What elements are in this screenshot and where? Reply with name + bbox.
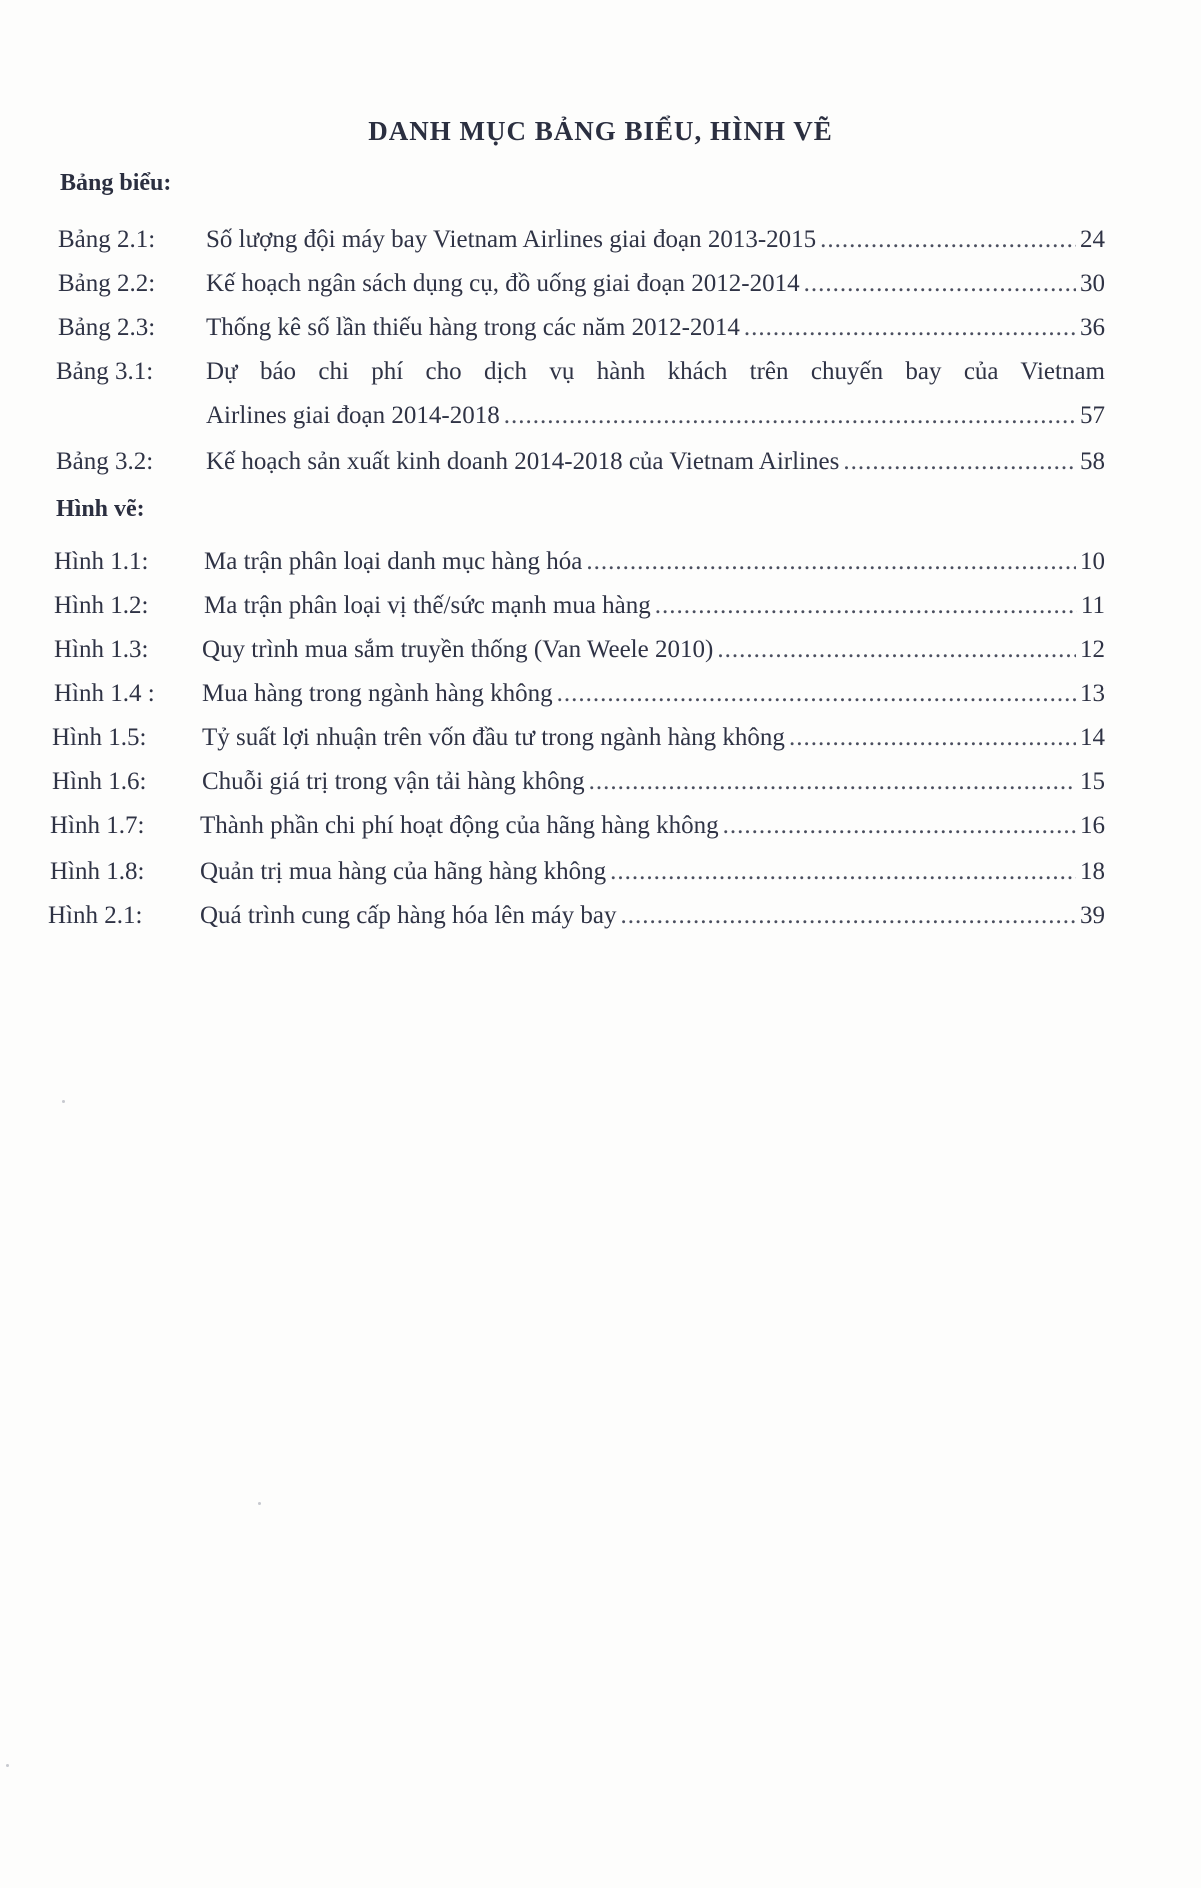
figure-entry[interactable] bbox=[0, 858, 1201, 898]
figure-entry[interactable] bbox=[0, 812, 1201, 852]
table-entry[interactable] bbox=[0, 226, 1201, 266]
table-entry[interactable] bbox=[0, 270, 1201, 310]
figure-entry[interactable] bbox=[0, 902, 1201, 942]
scan-speck bbox=[6, 1764, 9, 1767]
leader-dots bbox=[820, 226, 1076, 254]
entry-label: Hình 1.4 : bbox=[54, 680, 155, 707]
entry-page: 24 bbox=[1080, 226, 1105, 253]
leader-dots bbox=[843, 448, 1076, 476]
leader-dots bbox=[610, 858, 1076, 886]
entry-title: Mua hàng trong ngành hàng không bbox=[202, 680, 553, 707]
entry-label: Hình 1.3: bbox=[54, 636, 149, 663]
entry-label: Bảng 3.2: bbox=[56, 448, 154, 475]
entry-title: Số lượng đội máy bay Vietnam Airlines giai đoạn 2013-2015 bbox=[206, 226, 817, 253]
entry-label: Hình 1.1: bbox=[54, 548, 149, 575]
scan-speck bbox=[62, 1100, 65, 1103]
leader-dots bbox=[589, 768, 1076, 796]
entry-title: Kế hoạch ngân sách dụng cụ, đồ uống giai đoạn 2012-2014 bbox=[206, 270, 800, 297]
entry-title-line1: Dự báo chi phí cho dịch vụ hành khách trên chuyến bay của Vietnam bbox=[206, 358, 1105, 385]
entry-title: Quản trị mua hàng của hãng hàng không bbox=[200, 858, 607, 885]
figure-entry[interactable] bbox=[0, 548, 1201, 588]
entry-page: 12 bbox=[1080, 636, 1105, 663]
entry-title: Quy trình mua sắm truyền thống (Van Weele 2010) bbox=[202, 636, 714, 663]
entry-title: Quá trình cung cấp hàng hóa lên máy bay bbox=[200, 902, 617, 929]
leader-dots bbox=[557, 680, 1076, 708]
leader-dots bbox=[744, 314, 1076, 342]
entry-page: 16 bbox=[1080, 812, 1105, 839]
figure-entry[interactable] bbox=[0, 636, 1201, 676]
entry-title: Tỷ suất lợi nhuận trên vốn đầu tư trong ngành hàng không bbox=[202, 724, 785, 751]
figures-heading: Hình vẽ: bbox=[56, 496, 145, 522]
leader-dots bbox=[586, 548, 1076, 576]
entry-page: 36 bbox=[1080, 314, 1105, 341]
entry-page: 10 bbox=[1080, 548, 1105, 575]
entry-page: 39 bbox=[1080, 902, 1105, 929]
entry-page: 18 bbox=[1080, 858, 1105, 885]
table-entry[interactable] bbox=[0, 448, 1201, 488]
entry-page: 11 bbox=[1080, 592, 1105, 619]
leader-dots bbox=[621, 902, 1076, 930]
entry-title: Airlines giai đoạn 2014-2018 bbox=[206, 402, 500, 429]
leader-dots bbox=[723, 812, 1076, 840]
entry-page: 14 bbox=[1080, 724, 1105, 751]
entry-page: 30 bbox=[1080, 270, 1105, 297]
entry-title: Kế hoạch sản xuất kinh doanh 2014-2018 của Vietnam Airlines bbox=[206, 448, 840, 475]
entry-label: Bảng 2.2: bbox=[58, 270, 156, 297]
entry-page: 13 bbox=[1080, 680, 1105, 707]
figure-entry[interactable] bbox=[0, 680, 1201, 720]
entry-title: Thành phần chi phí hoạt động của hãng hàng không bbox=[200, 812, 719, 839]
table-entry[interactable] bbox=[0, 314, 1201, 354]
leader-dots bbox=[789, 724, 1076, 752]
figure-entry[interactable] bbox=[0, 768, 1201, 808]
entry-label: Hình 1.8: bbox=[50, 858, 145, 885]
leader-dots bbox=[717, 636, 1076, 664]
entry-label: Hình 1.2: bbox=[54, 592, 149, 619]
entry-label: Bảng 2.3: bbox=[58, 314, 156, 341]
entry-label: Hình 2.1: bbox=[48, 902, 143, 929]
entry-label: Hình 1.5: bbox=[52, 724, 147, 751]
entry-page: 58 bbox=[1080, 448, 1105, 475]
entry-label: Bảng 2.1: bbox=[58, 226, 156, 253]
figure-entry[interactable] bbox=[0, 724, 1201, 764]
table-entry[interactable] bbox=[0, 358, 1201, 442]
leader-dots bbox=[655, 592, 1077, 620]
entry-title: Thống kê số lần thiếu hàng trong các năm 2012-2014 bbox=[206, 314, 740, 341]
entry-title: Ma trận phân loại vị thế/sức mạnh mua hàng bbox=[204, 592, 651, 619]
scan-speck bbox=[258, 1502, 261, 1505]
tables-heading: Bảng biểu: bbox=[60, 170, 172, 196]
page-title: DANH MỤC BẢNG BIỂU, HÌNH VẼ bbox=[368, 116, 833, 146]
entry-label: Bảng 3.1: bbox=[56, 358, 154, 385]
entry-page: 57 bbox=[1080, 402, 1105, 429]
entry-title: Chuỗi giá trị trong vận tải hàng không bbox=[202, 768, 585, 795]
entry-title: Ma trận phân loại danh mục hàng hóa bbox=[204, 548, 583, 575]
leader-dots bbox=[504, 402, 1076, 430]
entry-label: Hình 1.7: bbox=[50, 812, 145, 839]
figure-entry[interactable] bbox=[0, 592, 1201, 632]
entry-page: 15 bbox=[1080, 768, 1105, 795]
leader-dots bbox=[804, 270, 1076, 298]
entry-label: Hình 1.6: bbox=[52, 768, 147, 795]
